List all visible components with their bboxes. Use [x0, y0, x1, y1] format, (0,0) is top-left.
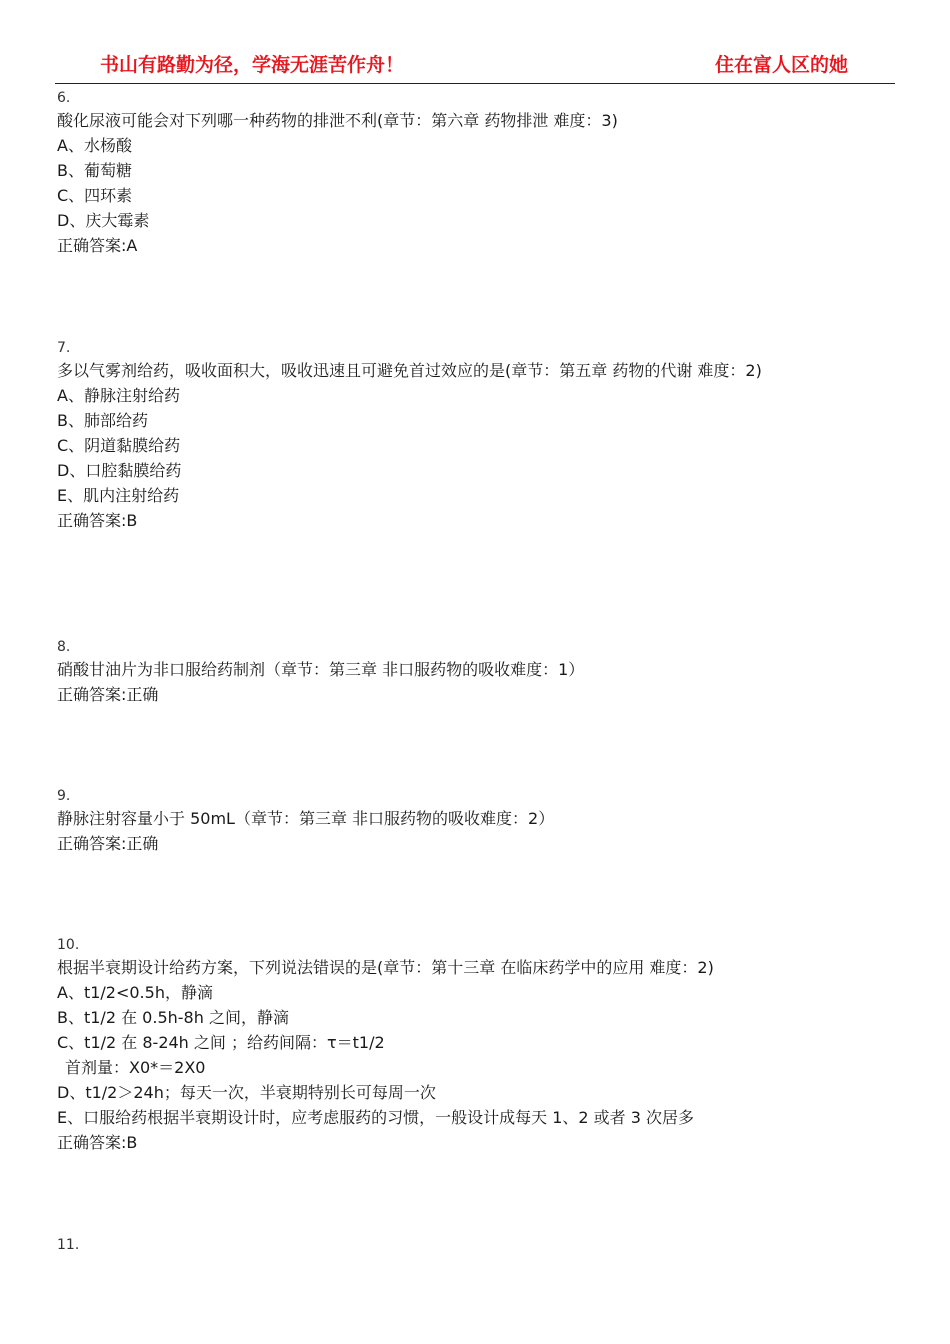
correct-answer: 正确答案:B: [57, 511, 138, 530]
question-10: [57, 935, 897, 1155]
question-number: 9.: [57, 788, 71, 804]
option-e: E、肌内注射给药: [57, 486, 180, 505]
option-a: A、t1/2<0.5h，静滴: [57, 983, 213, 1002]
option-c-continued: 首剂量：X0*＝2X0: [65, 1058, 206, 1077]
correct-answer: 正确答案:正确: [57, 685, 159, 704]
option-c: C、t1/2 在 8-24h 之间 ；给药间隔：τ＝t1/2: [57, 1033, 385, 1052]
question-number: 10.: [57, 937, 80, 953]
question-6: [57, 88, 897, 258]
question-9: [57, 786, 897, 856]
option-e: E、口服给药根据半衰期设计时，应考虑服药的习惯，一般设计成每天 1、2 或者 3 次居多: [57, 1108, 694, 1127]
option-b: B、t1/2 在 0.5h-8h 之间，静滴: [57, 1008, 289, 1027]
option-d: D、庆大霉素: [57, 211, 150, 230]
option-a: A、水杨酸: [57, 136, 132, 155]
question-number: 7.: [57, 340, 71, 356]
question-number: 6.: [57, 90, 71, 106]
question-stem: 酸化尿液可能会对下列哪一种药物的排泄不利(章节：第六章 药物排泄 难度：3): [57, 111, 618, 130]
question-stem: 多以气雾剂给药，吸收面积大，吸收迅速且可避免首过效应的是(章节：第五章 药物的代谢 难度：2): [57, 361, 762, 380]
option-b: B、葡萄糖: [57, 161, 132, 180]
question-number: 11.: [57, 1237, 80, 1253]
option-b: B、肺部给药: [57, 411, 148, 430]
page-header: [55, 50, 895, 82]
question-stem: 静脉注射容量小于 50mL（章节：第三章 非口服药物的吸收难度：2）: [57, 809, 555, 828]
question-stem: 硝酸甘油片为非口服给药制剂（章节：第三章 非口服药物的吸收难度：1）: [57, 660, 585, 679]
header-motto: 书山有路勤为径，学海无涯苦作舟！: [100, 54, 405, 76]
header-divider: [55, 83, 895, 84]
option-c: C、阴道黏膜给药: [57, 436, 181, 455]
header-watermark: 住在富人区的她: [714, 54, 848, 76]
correct-answer: 正确答案:B: [57, 1133, 138, 1152]
question-11: [57, 1235, 897, 1255]
option-d: D、t1/2＞24h；每天一次，半衰期特别长可每周一次: [57, 1083, 436, 1102]
correct-answer: 正确答案:正确: [57, 834, 159, 853]
option-a: A、静脉注射给药: [57, 386, 180, 405]
question-number: 8.: [57, 639, 71, 655]
option-d: D、口腔黏膜给药: [57, 461, 182, 480]
question-8: [57, 637, 897, 707]
option-c: C、四环素: [57, 186, 133, 205]
question-stem: 根据半衰期设计给药方案，下列说法错误的是(章节：第十三章 在临床药学中的应用 难度：2): [57, 958, 714, 977]
question-7: [57, 338, 897, 533]
correct-answer: 正确答案:A: [57, 236, 138, 255]
